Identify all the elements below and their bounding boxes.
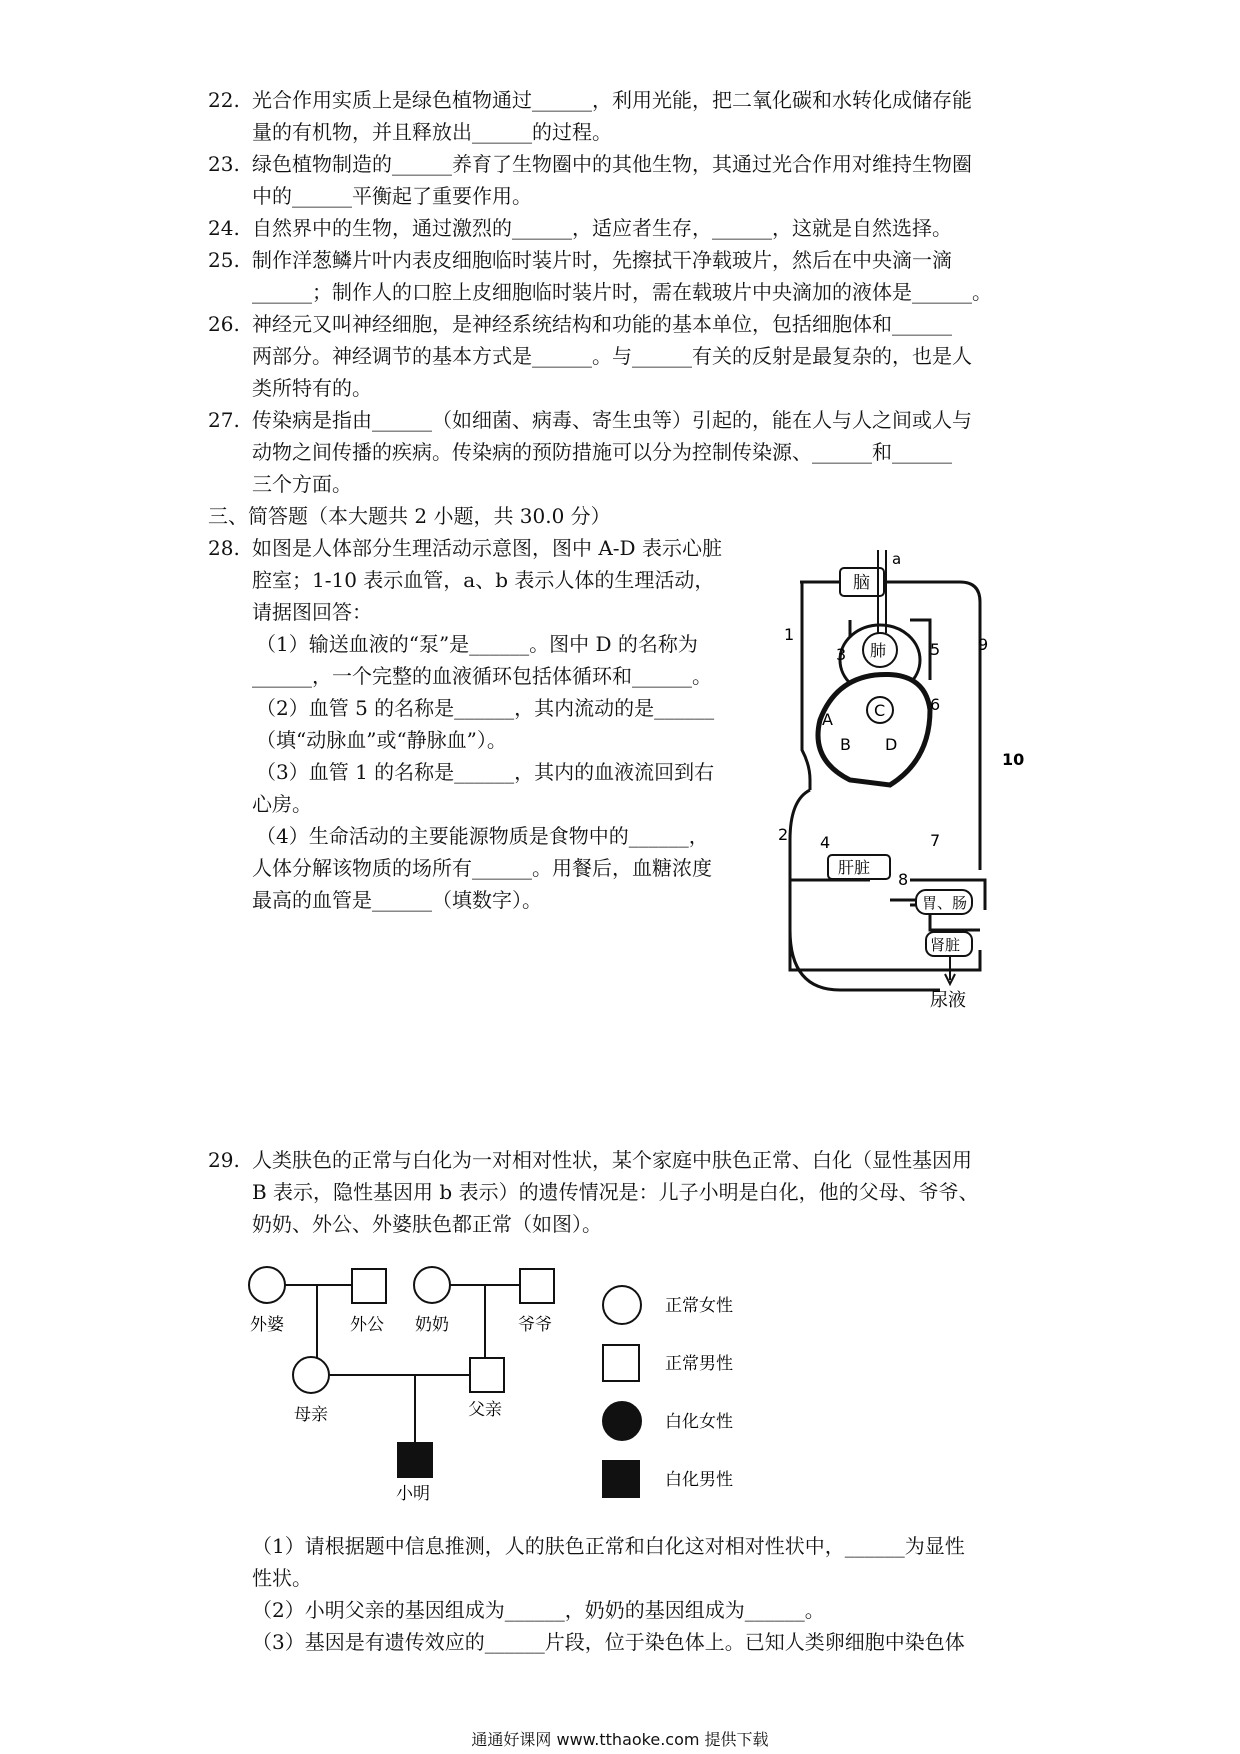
muqin-symbol (293, 1357, 329, 1393)
question-line: 绿色植物制造的______养育了生物圈中的其他生物，其通过光合作用对维持生物圈 (252, 152, 972, 176)
question-line: B 表示，隐性基因用 b 表示）的遗传情况是：儿子小明是白化，他的父母、爷爷、 (252, 1180, 979, 1204)
legend-albino-male-symbol (603, 1461, 639, 1497)
question-line: 两部分。神经调节的基本方式是______。与______有关的反射是最复杂的，也是人 (252, 344, 972, 368)
question-line: 如图是人体部分生理活动示意图，图中 A-D 表示心脏 (252, 536, 722, 560)
sub-question-1-cont: 性状。 (252, 1566, 312, 1590)
question-number: 25. (208, 248, 240, 272)
question-22 (208, 84, 1038, 148)
question-line: 动物之间传播的疾病。传染病的预防措施可以分为控制传染源、______和______ (252, 440, 952, 464)
question-23 (208, 148, 1038, 212)
question-line: 请据图回答： (252, 600, 372, 624)
brain-label: 脑 (853, 573, 870, 593)
sub-question-3-cont: 心房。 (252, 792, 312, 816)
nainai-symbol (414, 1267, 450, 1303)
waipo-label: 外婆 (250, 1315, 284, 1335)
question-line: 制作洋葱鳞片叶内表皮细胞临时装片时，先擦拭干净载玻片，然后在中央滴一滴 (252, 248, 952, 272)
label-2: 2 (778, 825, 789, 844)
sub-question-3: （3）基因是有遗传效应的______片段，位于染色体上。已知人类卵细胞中染色体 (252, 1630, 965, 1654)
urine-label: 尿液 (930, 990, 966, 1011)
legend-normal-female-label: 正常女性 (665, 1296, 733, 1316)
waigong-label: 外公 (350, 1315, 384, 1335)
label-A: A (822, 710, 833, 729)
legend-normal-male-label: 正常男性 (665, 1354, 733, 1374)
lung-label: 肺 (870, 641, 887, 660)
muqin-label: 母亲 (294, 1405, 328, 1425)
question-line: 奶奶、外公、外婆肤色都正常（如图）。 (252, 1212, 602, 1236)
question-28 (208, 532, 768, 916)
label-B: B (840, 735, 851, 754)
question-line: 光合作用实质上是绿色植物通过______，利用光能，把二氧化碳和水转化成储存能 (252, 88, 972, 112)
question-line: 腔室；1-10 表示血管，a、b 表示人体的生理活动， (252, 568, 715, 592)
question-number: 22. (208, 88, 240, 112)
heart-shape (818, 674, 930, 785)
question-line: ______；制作人的口腔上皮细胞临时装片时，需在载玻片中央滴加的液体是______。 (252, 280, 992, 304)
sub-question-2: （2）小明父亲的基因组成为______，奶奶的基因组成为______。 (252, 1598, 825, 1622)
sub-question-2: （2）血管 5 的名称是______，其内流动的是______ (256, 696, 715, 720)
question-number: 23. (208, 152, 240, 176)
question-24 (208, 212, 1038, 244)
yeye-label: 爷爷 (518, 1315, 552, 1335)
legend-normal-female-symbol (603, 1286, 641, 1324)
question-number: 26. (208, 312, 240, 336)
label-a: a (892, 550, 902, 568)
question-line: 三个方面。 (252, 472, 352, 496)
question-line: 量的有机物，并且释放出______的过程。 (252, 120, 612, 144)
sub-question-2-cont: （填“动脉血”或“静脉血”）。 (256, 728, 507, 752)
question-line: 类所特有的。 (252, 376, 372, 400)
label-3: 3 (836, 645, 847, 664)
question-number: 27. (208, 408, 240, 432)
nainai-label: 奶奶 (415, 1315, 449, 1335)
question-25 (208, 244, 1038, 308)
sub-question-4-cont: 人体分解该物质的场所有______。用餐后，血糖浓度 (252, 856, 712, 880)
question-number: 28. (208, 536, 240, 560)
question-line: 中的______平衡起了重要作用。 (252, 184, 532, 208)
yeye-symbol (520, 1269, 554, 1303)
sub-question-1: （1）输送血液的“泵”是______。图中 D 的名称为 (256, 632, 698, 656)
waigong-symbol (352, 1269, 386, 1303)
legend-albino-female-symbol (603, 1402, 641, 1440)
waipo-symbol (249, 1267, 285, 1303)
legend-normal-male-symbol (603, 1345, 639, 1381)
circulation-diagram (780, 550, 1040, 1010)
label-10: 10 (1002, 750, 1025, 769)
label-8: 8 (898, 870, 909, 889)
legend-albino-female-label: 白化女性 (665, 1412, 733, 1432)
stomach-label: 胃、肠 (922, 894, 968, 912)
label-9: 9 (978, 635, 989, 654)
section-heading: 三、简答题（本大题共 2 小题，共 30.0 分） (208, 504, 611, 528)
liver-label: 肝脏 (838, 858, 871, 877)
label-D: D (885, 735, 898, 754)
xiaoming-symbol (398, 1443, 432, 1477)
question-line: 自然界中的生物，通过激烈的______，适应者生存，______，这就是自然选择。 (252, 216, 952, 240)
label-4: 4 (820, 833, 831, 852)
question-number: 24. (208, 216, 240, 240)
question-29-parts (208, 1530, 1038, 1658)
question-number: 29. (208, 1148, 240, 1172)
question-line: 神经元又叫神经细胞，是神经系统结构和功能的基本单位，包括细胞体和______ (252, 312, 952, 336)
legend-albino-male-label: 白化男性 (665, 1470, 733, 1490)
fuqin-symbol (470, 1358, 504, 1392)
pedigree-diagram (250, 1255, 770, 1505)
label-1: 1 (784, 625, 795, 644)
sub-question-4: （4）生命活动的主要能源物质是食物中的______， (256, 824, 709, 848)
question-26 (208, 308, 1038, 404)
label-5: 5 (930, 640, 941, 659)
kidney-label: 肾脏 (930, 936, 961, 954)
footer-text: 通通好课网 www.tthaoke.com 提供下载 (471, 1730, 769, 1749)
question-27 (208, 404, 1038, 500)
question-line: 人类肤色的正常与白化为一对相对性状，某个家庭中肤色正常、白化（显性基因用 (252, 1148, 972, 1172)
label-6: 6 (930, 695, 941, 714)
question-line: 传染病是指由______（如细菌、病毒、寄生虫等）引起的，能在人与人之间或人与 (252, 408, 972, 432)
question-29 (208, 1144, 1038, 1240)
sub-question-1: （1）请根据题中信息推测，人的肤色正常和白化这对相对性状中，______为显性 (252, 1534, 965, 1558)
sub-question-1-cont: ______，一个完整的血液循环包括体循环和______。 (252, 664, 712, 688)
label-C: C (874, 701, 886, 720)
label-7: 7 (930, 831, 941, 850)
fuqin-label: 父亲 (468, 1400, 502, 1420)
xiaoming-label: 小明 (396, 1484, 430, 1504)
sub-question-3: （3）血管 1 的名称是______，其内的血液流回到右 (256, 760, 715, 784)
sub-question-4-cont: 最高的血管是______（填数字）。 (252, 888, 542, 912)
